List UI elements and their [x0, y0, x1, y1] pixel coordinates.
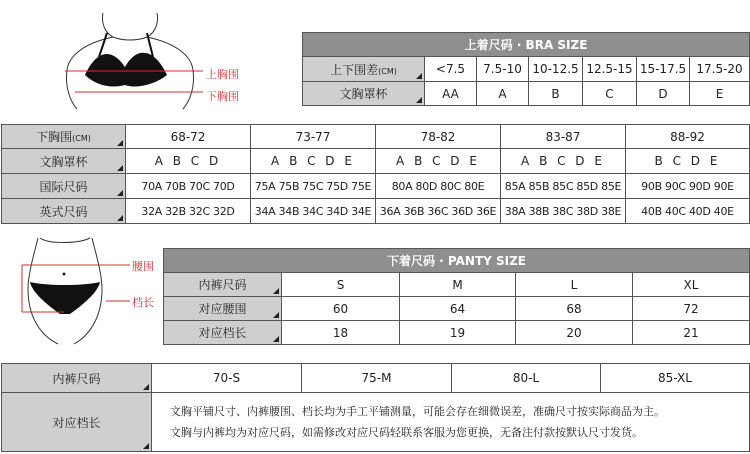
cup-header: 文胸罩杯	[2, 149, 126, 174]
panty-crotch-header: 对应档长	[164, 321, 282, 345]
cup-cell: E	[690, 82, 750, 106]
intl-size-cell: 85A 85B 85C 85D 85E	[501, 174, 626, 199]
panty-size-table	[163, 248, 750, 345]
bottom-size-cell: 85-XL	[601, 364, 750, 393]
bottom-size-cell: 80-L	[452, 364, 601, 393]
panty-size-cell: S	[282, 273, 400, 297]
panty-mannequin-illustration	[18, 234, 158, 346]
bust-diff-cell: <7.5	[425, 57, 477, 82]
range-cell: 83-87	[501, 125, 626, 149]
uk-size-cell: 32A 32B 32C 32D	[126, 199, 251, 224]
uk-size-cell: 34A 34B 34C 34D 34E	[251, 199, 376, 224]
panty-waist-cell: 60	[282, 297, 400, 321]
bottom-size-table	[1, 363, 750, 452]
bottom-size-cell: 75-M	[302, 364, 452, 393]
panty-crotch-cell: 20	[516, 321, 633, 345]
panty-crotch-cell: 19	[400, 321, 516, 345]
cup-list-cell: A B C D E	[501, 149, 626, 174]
intl-size-cell: 75A 75B 75C 75D 75E	[251, 174, 376, 199]
range-cell: 73-77	[251, 125, 376, 149]
panty-size-header: 内裤尺码	[164, 273, 282, 297]
bra-size-title: 上着尺码 · BRA SIZE	[303, 33, 750, 57]
panty-waist-cell: 64	[400, 297, 516, 321]
panty-size-title: 下着尺码 · PANTY SIZE	[164, 249, 750, 273]
uk-size-header: 英式尺码	[2, 199, 126, 224]
under-bust-header: 下胸围(CM)	[2, 125, 126, 149]
panty-crotch-cell: 21	[633, 321, 750, 345]
range-cell: 78-82	[376, 125, 501, 149]
under-bust-size-table	[1, 124, 750, 224]
bottom-size-cell: 70-S	[152, 364, 302, 393]
under-bust-label: 下胸围	[206, 90, 239, 103]
bra-mannequin-illustration	[55, 5, 205, 110]
cup-cell: C	[583, 82, 637, 106]
note-line-1: 文胸平铺尺寸、内裤腰围、档长均为手工平铺测量，可能会存在细微误差，准确尺寸按实际商品为主。	[170, 405, 665, 418]
waist-label: 腰围	[132, 260, 154, 273]
panty-size-cell: M	[400, 273, 516, 297]
cup-cell: D	[637, 82, 690, 106]
cup-list-cell: A B C D E	[376, 149, 501, 174]
bust-diff-cell: 12.5-15	[583, 57, 637, 82]
cup-cell: B	[529, 82, 583, 106]
bust-diff-cell: 10-12.5	[529, 57, 583, 82]
uk-size-cell: 40B 40C 40D 40E	[626, 199, 750, 224]
bust-diff-cell: 15-17.5	[637, 57, 690, 82]
panty-crotch-cell: 18	[282, 321, 400, 345]
note-line-2: 文胸与内裤均为对应尺码，如需修改对应尺码轻联系客服为您更换，无备注付款按默认尺寸发货。	[170, 426, 643, 439]
panty-size-cell: L	[516, 273, 633, 297]
cup-cell: AA	[425, 82, 477, 106]
intl-size-cell: 70A 70B 70C 70D	[126, 174, 251, 199]
panty-size-cell: XL	[633, 273, 750, 297]
bust-diff-header: 上下围差(CM)	[303, 57, 425, 82]
bottom-crotch-header: 对应档长	[2, 393, 152, 452]
cup-list-cell: A B C D E	[251, 149, 376, 174]
range-cell: 68-72	[126, 125, 251, 149]
cup-cell: A	[477, 82, 529, 106]
panty-waist-header: 对应腰围	[164, 297, 282, 321]
bottom-size-header: 内裤尺码	[2, 364, 152, 393]
intl-size-cell: 80A 80D 80C 80E	[376, 174, 501, 199]
panty-waist-cell: 72	[633, 297, 750, 321]
bust-diff-cell: 17.5-20	[690, 57, 750, 82]
panty-waist-cell: 68	[516, 297, 633, 321]
range-cell: 88-92	[626, 125, 750, 149]
cup-list-cell: A B C D	[126, 149, 251, 174]
uk-size-cell: 36A 36B 36C 36D 36E	[376, 199, 501, 224]
crotch-label: 档长	[132, 296, 154, 309]
cup-header: 文胸罩杯	[303, 82, 425, 106]
upper-bust-label: 上胸围	[206, 68, 239, 81]
bra-size-table	[302, 32, 750, 106]
cup-list-cell: B C D E	[626, 149, 750, 174]
bust-diff-cell: 7.5-10	[477, 57, 529, 82]
intl-size-cell: 90B 90C 90D 90E	[626, 174, 750, 199]
intl-size-header: 国际尺码	[2, 174, 126, 199]
notes-cell	[152, 393, 750, 452]
uk-size-cell: 38A 38B 38C 38D 38E	[501, 199, 626, 224]
